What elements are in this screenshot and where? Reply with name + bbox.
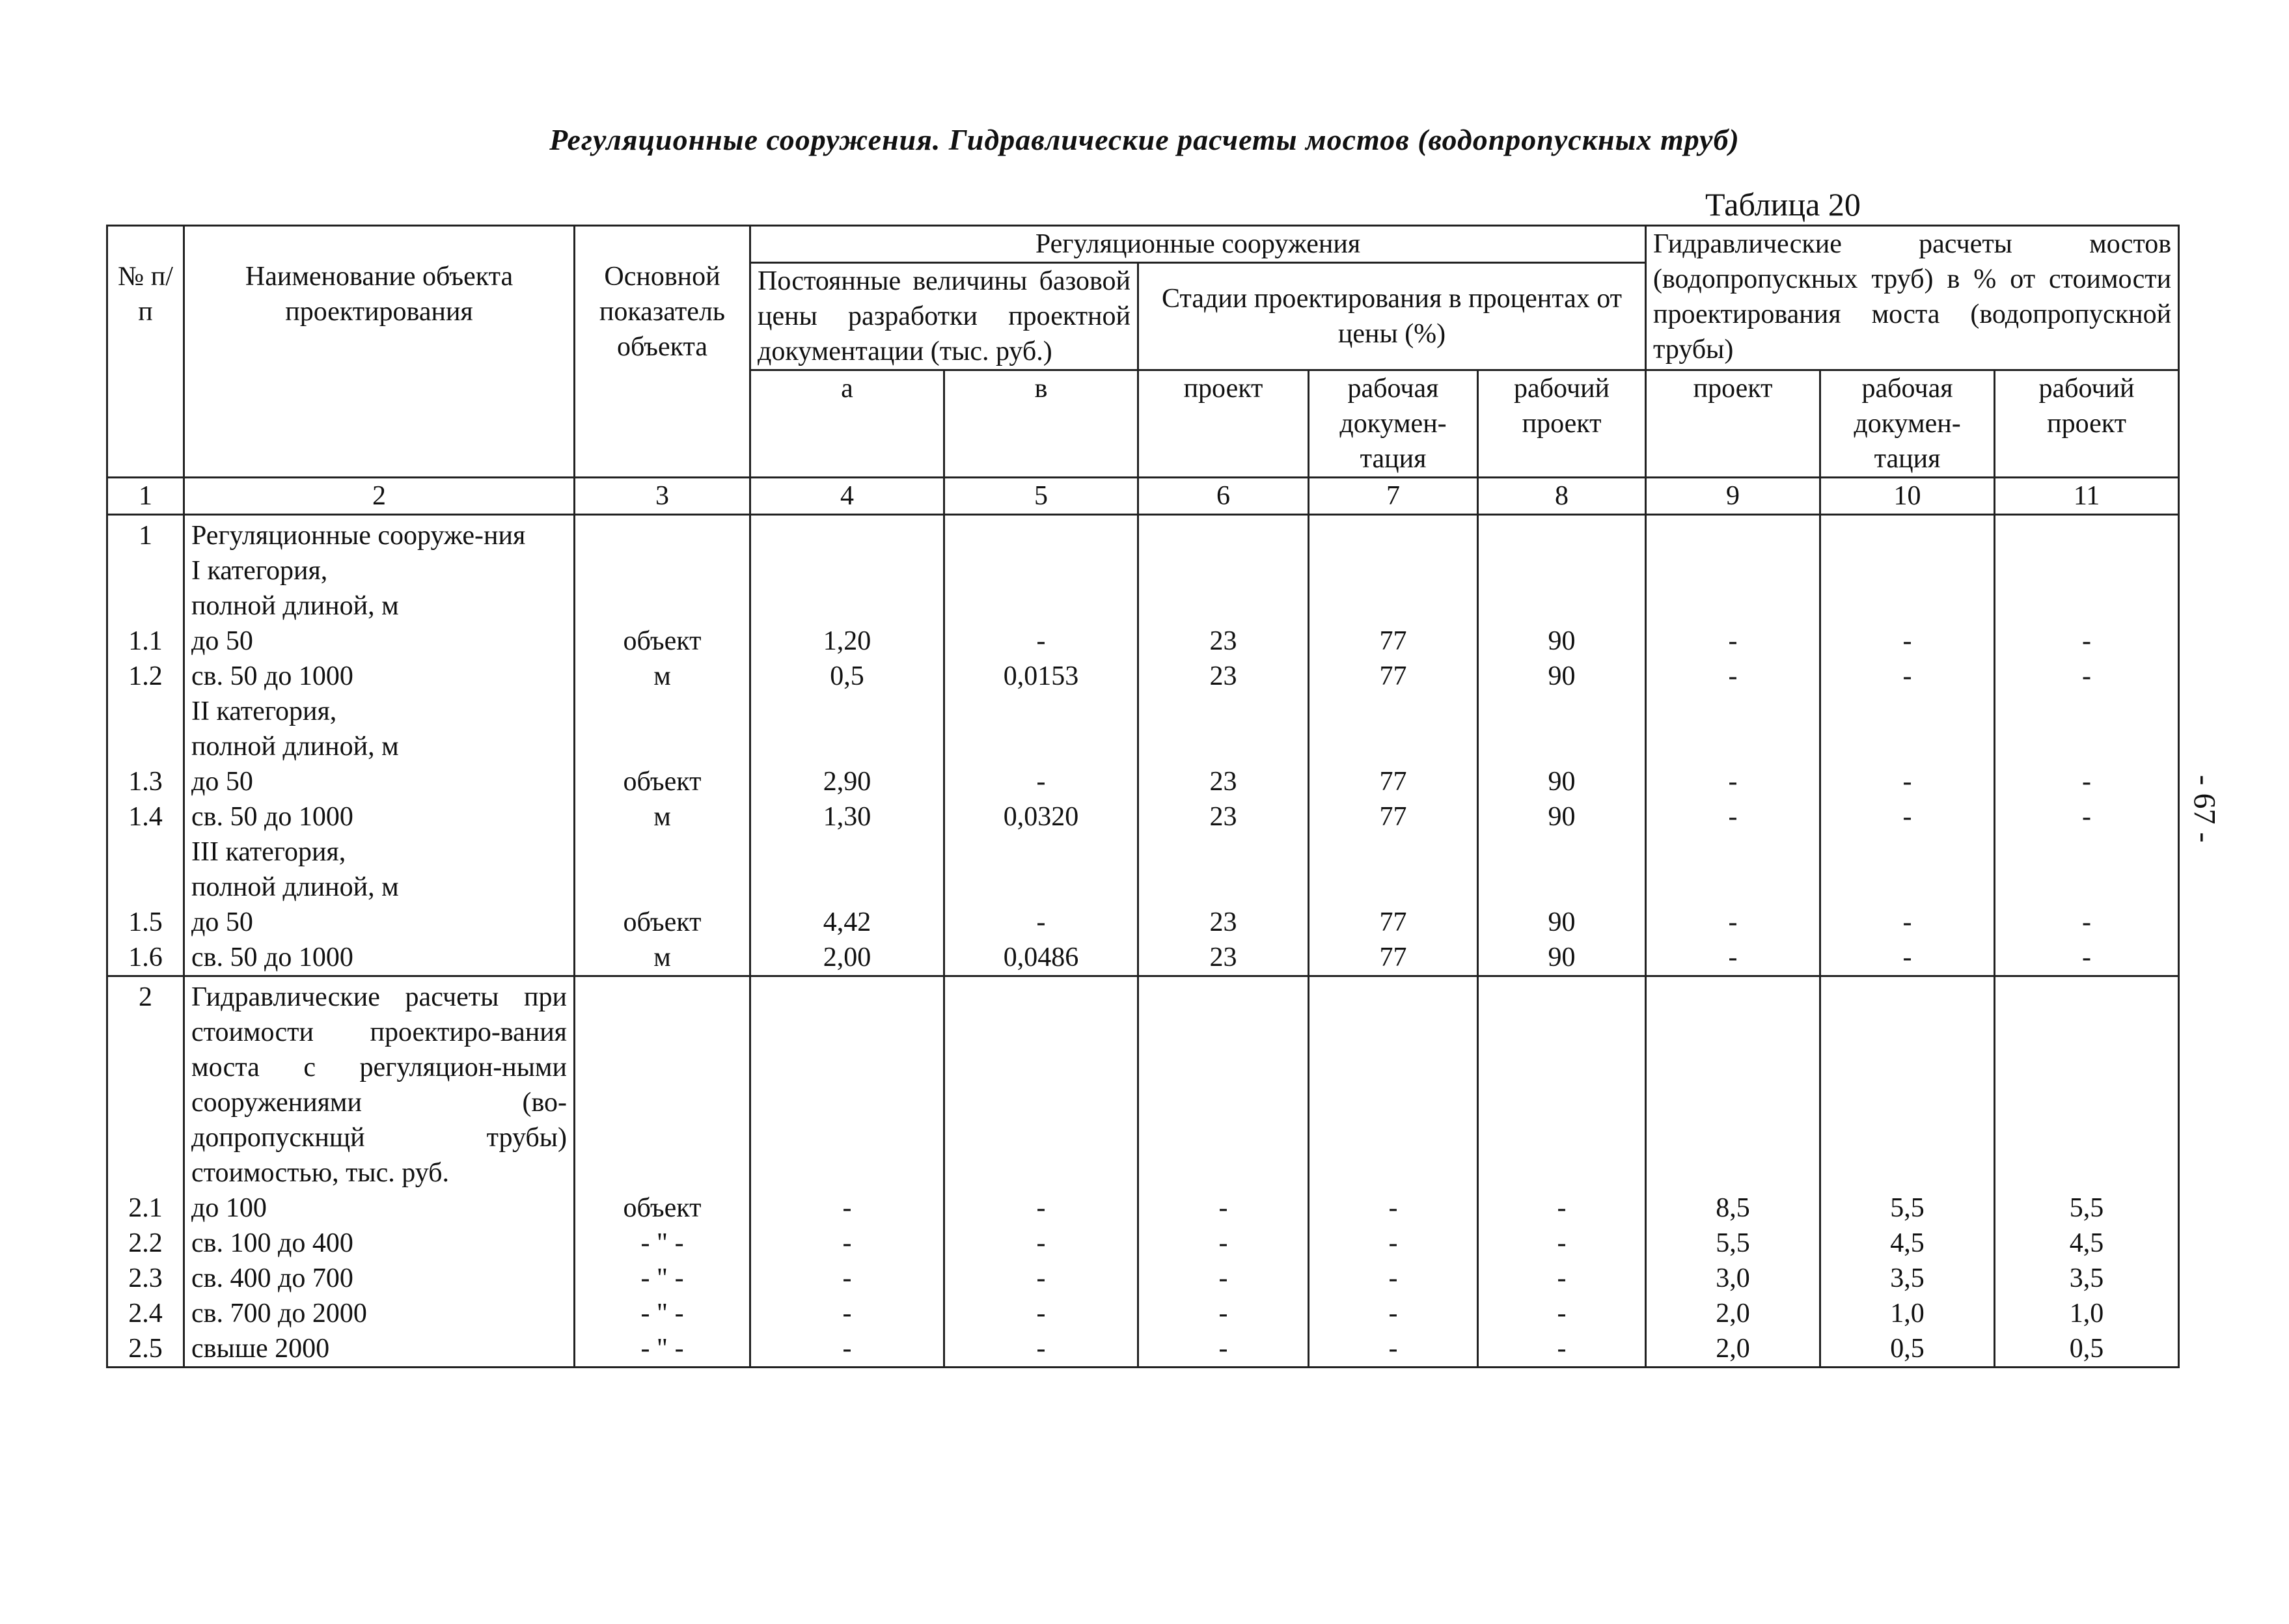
cell-empty (1309, 976, 1478, 1191)
cell-a (750, 694, 944, 729)
cell-hrp: - (1995, 659, 2179, 694)
cell-hrd (1820, 834, 1995, 870)
cell-a: 1,30 (750, 799, 944, 834)
cell-rp: 90 (1478, 764, 1646, 799)
cell-ind (575, 553, 750, 588)
cell-rd (1309, 834, 1478, 870)
cell-empty (750, 976, 944, 1191)
cell-rd: - (1309, 1261, 1478, 1296)
cell-p (1138, 834, 1309, 870)
cell-ind: - " - (575, 1331, 750, 1368)
cell-hp (1646, 694, 1820, 729)
table-row (107, 940, 2179, 976)
cell-rp (1478, 515, 1646, 554)
cell-hp: 8,5 (1646, 1190, 1820, 1226)
col-number: 11 (1995, 478, 2179, 515)
cell-hrp: 5,5 (1995, 1190, 2179, 1226)
cell-hrp: - (1995, 764, 2179, 799)
cell-hrp (1995, 515, 2179, 554)
cell-name: Гидравлические расчеты при стоимости проектиро-вания моста с регуляцион-ными сооружениями (во-допропускнщй трубы) стоимостью, тыс. руб. (184, 976, 575, 1191)
cell-hrd (1820, 729, 1995, 764)
cell-p: - (1138, 1331, 1309, 1368)
cell-hrp (1995, 553, 2179, 588)
cell-hrp (1995, 870, 2179, 905)
cell-ind: м (575, 940, 750, 976)
cell-p (1138, 694, 1309, 729)
cell-b: - (944, 1296, 1138, 1331)
cell-p: - (1138, 1190, 1309, 1226)
cell-ind (575, 694, 750, 729)
cell-name: I категория, (184, 553, 575, 588)
cell-b (944, 515, 1138, 554)
header-workdoc: рабочая докумен-тация (1309, 370, 1478, 478)
col-number: 5 (944, 478, 1138, 515)
table-row (107, 799, 2179, 834)
cell-p: - (1138, 1226, 1309, 1261)
cell-n: 1.2 (107, 659, 184, 694)
cell-hp (1646, 553, 1820, 588)
column-numbers-row (107, 478, 2179, 515)
header-name: Наименование объекта проектирования (184, 226, 575, 478)
header-col-b: в (944, 370, 1138, 478)
cell-b: - (944, 905, 1138, 940)
cell-p: 23 (1138, 940, 1309, 976)
table-row (107, 588, 2179, 624)
cell-name: до 50 (184, 624, 575, 659)
header-workproj-2: рабочий проект (1995, 370, 2179, 478)
col-number: 2 (184, 478, 575, 515)
table-row (107, 870, 2179, 905)
cell-empty (1820, 976, 1995, 1191)
cell-hp (1646, 729, 1820, 764)
header-group-hydraulic: Гидравлические расчеты мостов (водопропускных труб) в % от стоимости проектирования моста (водопропускной трубы) (1646, 226, 2179, 370)
cell-ind: объект (575, 624, 750, 659)
cell-hrd (1820, 553, 1995, 588)
cell-b: - (944, 1226, 1138, 1261)
table-row (107, 1190, 2179, 1226)
cell-hp (1646, 870, 1820, 905)
cell-hp: 3,0 (1646, 1261, 1820, 1296)
header-group-regulation: Регуляционные сооружения (750, 226, 1646, 263)
cell-p (1138, 870, 1309, 905)
cell-n: 1.5 (107, 905, 184, 940)
cell-hrd: 3,5 (1820, 1261, 1995, 1296)
cell-name: св. 50 до 1000 (184, 659, 575, 694)
cell-hp (1646, 588, 1820, 624)
cell-name: III категория, (184, 834, 575, 870)
header-num: № п/п (107, 226, 184, 478)
cell-a: - (750, 1190, 944, 1226)
cell-rp: 90 (1478, 659, 1646, 694)
cell-hp (1646, 515, 1820, 554)
cell-empty (1646, 976, 1820, 1191)
cell-b: - (944, 764, 1138, 799)
table-row (107, 764, 2179, 799)
cell-hp (1646, 834, 1820, 870)
cell-rd: - (1309, 1226, 1478, 1261)
cell-n: 2.1 (107, 1190, 184, 1226)
cell-ind (575, 515, 750, 554)
cell-hrd: - (1820, 659, 1995, 694)
cell-n: 1.3 (107, 764, 184, 799)
col-number: 1 (107, 478, 184, 515)
cell-rd (1309, 553, 1478, 588)
cell-n (107, 834, 184, 870)
cell-n (107, 588, 184, 624)
cell-a: - (750, 1261, 944, 1296)
cell-hrd: - (1820, 799, 1995, 834)
col-number: 10 (1820, 478, 1995, 515)
cell-b (944, 694, 1138, 729)
cell-hrp: - (1995, 799, 2179, 834)
cell-hrp: - (1995, 940, 2179, 976)
cell-n: 2.3 (107, 1261, 184, 1296)
col-number: 6 (1138, 478, 1309, 515)
header-const-values: Постоянные величины базовой цены разработки проектной документации (тыс. руб.) (750, 263, 1138, 370)
cell-ind: м (575, 659, 750, 694)
cell-a: - (750, 1296, 944, 1331)
cell-n: 2.4 (107, 1296, 184, 1331)
cell-hrd (1820, 870, 1995, 905)
cell-a (750, 553, 944, 588)
table-row (107, 834, 2179, 870)
cell-b: 0,0486 (944, 940, 1138, 976)
cell-rd: - (1309, 1296, 1478, 1331)
cell-hrd: 5,5 (1820, 1190, 1995, 1226)
cell-hrp: - (1995, 905, 2179, 940)
cell-rd: 77 (1309, 764, 1478, 799)
cell-rp (1478, 834, 1646, 870)
col-number: 9 (1646, 478, 1820, 515)
cell-empty (944, 976, 1138, 1191)
cell-n: 1 (107, 515, 184, 554)
table-row (107, 905, 2179, 940)
cell-hrp (1995, 588, 2179, 624)
header-stages: Стадии проектирования в процентах от цены (%) (1138, 263, 1646, 370)
cell-rd: 77 (1309, 799, 1478, 834)
cell-ind: - " - (575, 1226, 750, 1261)
cell-p: 23 (1138, 764, 1309, 799)
cell-a: 2,90 (750, 764, 944, 799)
table-row (107, 976, 2179, 1191)
cell-name: до 50 (184, 905, 575, 940)
cell-rd: 77 (1309, 940, 1478, 976)
header-workproj: рабочий проект (1478, 370, 1646, 478)
cell-b (944, 553, 1138, 588)
table-row (107, 1261, 2179, 1296)
cell-p: - (1138, 1261, 1309, 1296)
header-workdoc-2: рабочая докумен-тация (1820, 370, 1995, 478)
cell-rp: 90 (1478, 624, 1646, 659)
cell-n: 1.6 (107, 940, 184, 976)
page-number: - 67 - (2187, 775, 2222, 843)
cell-ind: - " - (575, 1296, 750, 1331)
cell-p (1138, 515, 1309, 554)
cell-b: 0,0320 (944, 799, 1138, 834)
section-1-rows (107, 515, 2179, 976)
cell-name: св. 700 до 2000 (184, 1296, 575, 1331)
cell-empty (1138, 976, 1309, 1191)
table-row (107, 694, 2179, 729)
header-project-2: проект (1646, 370, 1820, 478)
cell-rp: - (1478, 1261, 1646, 1296)
cell-ind: - " - (575, 1261, 750, 1296)
cell-hp: - (1646, 905, 1820, 940)
cell-name: до 50 (184, 764, 575, 799)
cell-hrp: - (1995, 624, 2179, 659)
cell-n (107, 694, 184, 729)
cell-a: 0,5 (750, 659, 944, 694)
cell-ind (575, 834, 750, 870)
cell-a: 2,00 (750, 940, 944, 976)
cell-name: полной длиной, м (184, 588, 575, 624)
cell-p (1138, 553, 1309, 588)
header-indicator: Основной показатель объекта (575, 226, 750, 478)
table-header (107, 226, 2179, 515)
cell-rp: - (1478, 1296, 1646, 1331)
cell-rd (1309, 694, 1478, 729)
cell-rp (1478, 729, 1646, 764)
cell-rd: 77 (1309, 905, 1478, 940)
cell-ind (575, 870, 750, 905)
cell-b (944, 588, 1138, 624)
cell-empty (575, 976, 750, 1191)
cell-hp: - (1646, 940, 1820, 976)
table-row (107, 624, 2179, 659)
cell-b: - (944, 1331, 1138, 1368)
cell-b (944, 729, 1138, 764)
cell-hrp (1995, 694, 2179, 729)
cell-p: 23 (1138, 659, 1309, 694)
cell-hrp: 4,5 (1995, 1226, 2179, 1261)
header-project: проект (1138, 370, 1309, 478)
cell-a (750, 515, 944, 554)
cell-name: II категория, (184, 694, 575, 729)
col-number: 7 (1309, 478, 1478, 515)
cell-name: Регуляционные сооруже-ния (184, 515, 575, 554)
cell-b: 0,0153 (944, 659, 1138, 694)
cell-hp: 2,0 (1646, 1296, 1820, 1331)
header-col-a: а (750, 370, 944, 478)
cell-rp: - (1478, 1190, 1646, 1226)
cell-hrd (1820, 588, 1995, 624)
cell-hp: - (1646, 624, 1820, 659)
page-title: Регуляционные сооружения. Гидравлические расчеты мостов (водопропускных труб) (549, 123, 1740, 156)
table-row (107, 729, 2179, 764)
cell-a (750, 870, 944, 905)
cell-n: 1.1 (107, 624, 184, 659)
cell-name: св. 400 до 700 (184, 1261, 575, 1296)
cell-name: до 100 (184, 1190, 575, 1226)
cell-p: 23 (1138, 799, 1309, 834)
cell-n (107, 870, 184, 905)
cell-rp (1478, 588, 1646, 624)
cell-rp (1478, 553, 1646, 588)
cell-rd: 77 (1309, 659, 1478, 694)
cell-rp: 90 (1478, 799, 1646, 834)
cell-rp: 90 (1478, 940, 1646, 976)
cell-ind (575, 729, 750, 764)
table-row (107, 515, 2179, 554)
cell-ind: объект (575, 905, 750, 940)
cell-b: - (944, 624, 1138, 659)
price-table (106, 225, 2180, 1368)
cell-rd: - (1309, 1331, 1478, 1368)
cell-ind: м (575, 799, 750, 834)
cell-name: св. 50 до 1000 (184, 799, 575, 834)
cell-ind: объект (575, 1190, 750, 1226)
cell-p: 23 (1138, 624, 1309, 659)
cell-n (107, 553, 184, 588)
cell-n: 2 (107, 976, 184, 1191)
cell-hrp (1995, 834, 2179, 870)
cell-p: 23 (1138, 905, 1309, 940)
cell-n: 2.5 (107, 1331, 184, 1368)
cell-ind: объект (575, 764, 750, 799)
cell-n (107, 729, 184, 764)
cell-rp: - (1478, 1226, 1646, 1261)
cell-rd (1309, 870, 1478, 905)
cell-hp: - (1646, 659, 1820, 694)
cell-b (944, 870, 1138, 905)
cell-hp: - (1646, 764, 1820, 799)
cell-p: - (1138, 1296, 1309, 1331)
cell-rd (1309, 588, 1478, 624)
table-row (107, 1296, 2179, 1331)
cell-hrp (1995, 729, 2179, 764)
cell-rp (1478, 694, 1646, 729)
cell-hrd (1820, 515, 1995, 554)
col-number: 8 (1478, 478, 1646, 515)
cell-name: св. 100 до 400 (184, 1226, 575, 1261)
cell-b (944, 834, 1138, 870)
cell-name: свыше 2000 (184, 1331, 575, 1368)
cell-hrp: 0,5 (1995, 1331, 2179, 1368)
cell-a: - (750, 1331, 944, 1368)
cell-hrd: - (1820, 624, 1995, 659)
cell-rp (1478, 870, 1646, 905)
cell-ind (575, 588, 750, 624)
col-number: 4 (750, 478, 944, 515)
cell-b: - (944, 1190, 1138, 1226)
cell-hp: 5,5 (1646, 1226, 1820, 1261)
cell-rd (1309, 729, 1478, 764)
cell-a (750, 834, 944, 870)
col-number: 3 (575, 478, 750, 515)
cell-hrd: - (1820, 764, 1995, 799)
cell-a: - (750, 1226, 944, 1261)
cell-rd (1309, 515, 1478, 554)
cell-hrp: 3,5 (1995, 1261, 2179, 1296)
table-row (107, 659, 2179, 694)
cell-b: - (944, 1261, 1138, 1296)
cell-name: полной длиной, м (184, 870, 575, 905)
table-row (107, 1226, 2179, 1261)
cell-n: 1.4 (107, 799, 184, 834)
cell-rd: - (1309, 1190, 1478, 1226)
cell-empty (1478, 976, 1646, 1191)
cell-p (1138, 588, 1309, 624)
cell-rp: 90 (1478, 905, 1646, 940)
table-row (107, 1331, 2179, 1368)
cell-hrd (1820, 694, 1995, 729)
table-row (107, 553, 2179, 588)
cell-n: 2.2 (107, 1226, 184, 1261)
cell-name: полной длиной, м (184, 729, 575, 764)
cell-hrd: - (1820, 940, 1995, 976)
cell-a: 4,42 (750, 905, 944, 940)
cell-hp: 2,0 (1646, 1331, 1820, 1368)
cell-hp: - (1646, 799, 1820, 834)
cell-rp: - (1478, 1331, 1646, 1368)
cell-rd: 77 (1309, 624, 1478, 659)
cell-empty (1995, 976, 2179, 1191)
cell-a (750, 588, 944, 624)
cell-p (1138, 729, 1309, 764)
cell-a: 1,20 (750, 624, 944, 659)
cell-hrd: - (1820, 905, 1995, 940)
table-label: Таблица 20 (1705, 186, 1861, 223)
cell-hrd: 1,0 (1820, 1296, 1995, 1331)
cell-hrd: 0,5 (1820, 1331, 1995, 1368)
cell-a (750, 729, 944, 764)
cell-name: св. 50 до 1000 (184, 940, 575, 976)
cell-hrp: 1,0 (1995, 1296, 2179, 1331)
section-2-rows (107, 976, 2179, 1368)
cell-hrd: 4,5 (1820, 1226, 1995, 1261)
